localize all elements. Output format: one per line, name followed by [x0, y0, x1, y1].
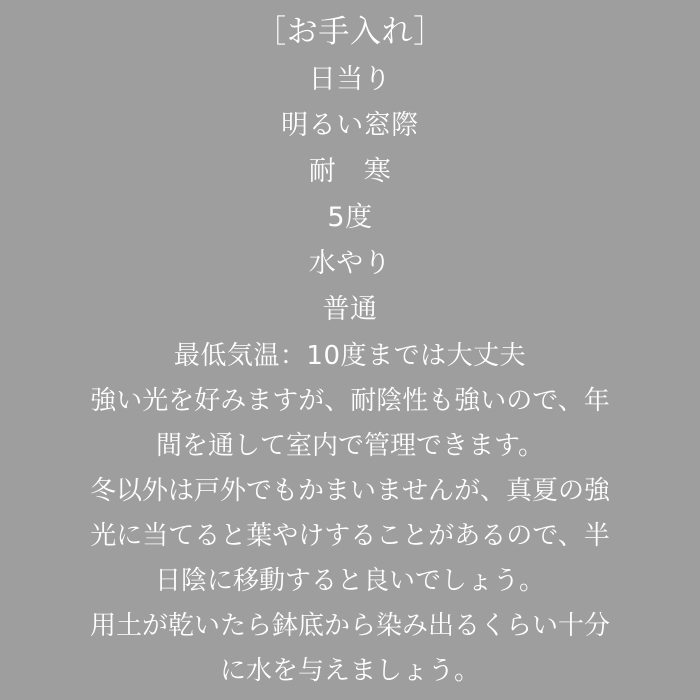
field-label-watering: 水やり	[308, 248, 392, 279]
min-temperature-note: 最低気温：10度までは大丈夫	[173, 341, 527, 371]
paragraph-line: 用土が乾いたら鉢底から染み出るくらい十分	[89, 611, 610, 641]
field-value-watering: 普通	[322, 294, 378, 325]
field-label-cold-tolerance: 耐 寒	[308, 156, 392, 187]
field-label-sunlight: 日当り	[308, 64, 392, 95]
paragraph-line: に水を与えましょう。	[219, 656, 480, 686]
paragraph-watering-instructions	[8, 604, 692, 694]
paragraph-light-requirements	[8, 379, 692, 469]
paragraph-outdoor-placement	[8, 469, 692, 604]
paragraph-line: 強い光を好みますが、耐陰性も強いので、年	[90, 386, 610, 416]
field-value-cold-tolerance: 5度	[327, 202, 373, 233]
field-value-sunlight: 明るい窓際	[281, 110, 419, 141]
paragraph-line: 光に当てると葉やけすることがあるので、半	[90, 521, 610, 551]
sheet-heading: ［お手入れ］	[255, 14, 445, 50]
paragraph-line: 間を通して室内で管理できます。	[156, 431, 544, 461]
paragraph-line: 冬以外は戸外でもかまいませんが、真夏の強	[89, 476, 610, 506]
paragraph-line: 日陰に移動すると良いでしょう。	[154, 566, 545, 596]
